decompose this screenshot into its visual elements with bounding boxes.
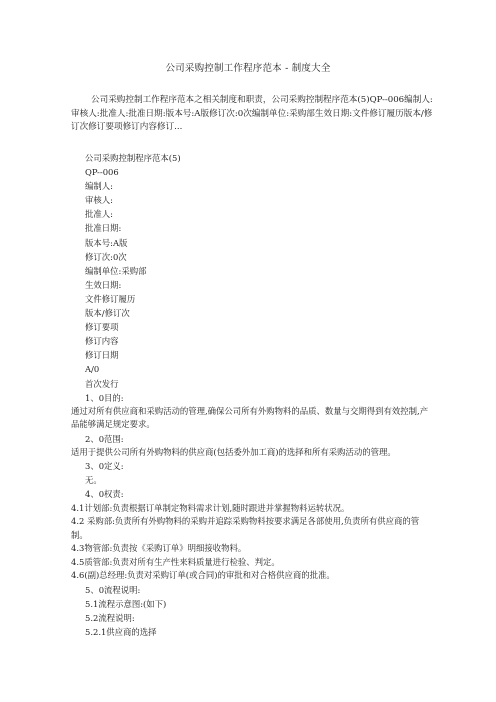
flow-item: 5.1流程示意图:(如下) xyxy=(85,598,167,609)
document-body xyxy=(71,151,445,639)
section-heading-definition: 3、0定义: xyxy=(85,461,124,472)
section-heading-scope: 2、0范围: xyxy=(85,433,124,444)
body-line: 修订日期 xyxy=(85,350,119,361)
scope-paragraph: 适用于提供公司所有外购物料的供应商(包括委外加工商)的选择和所有采购活动的管理。 xyxy=(71,446,396,457)
body-line: 审核人: xyxy=(85,195,113,206)
body-line: 编制人: xyxy=(85,181,113,192)
duty-item: 4.2 采购部:负责所有外购物料的采购并追踪采购物料按要求满足各部使用,负责所有供应商的管制。 xyxy=(71,516,420,540)
section-heading-purpose: 1、0目的: xyxy=(85,392,124,403)
body-line: QP--006 xyxy=(85,167,119,178)
section-heading-flow: 5、0流程说明: xyxy=(85,584,141,595)
duty-item: 4.6(副)总经理:负责对采购订单(或合同)的审批和对合格供应商的批准。 xyxy=(71,570,335,581)
body-line: A/0 xyxy=(85,364,100,375)
flow-item: 5.2流程说明: xyxy=(85,612,135,623)
body-line: 生效日期: xyxy=(85,279,122,290)
purpose-paragraph: 通过对所有供应商和采购活动的管理,确保公司所有外购物料的品质、数量与交期得到有效控制,产品能够满足规定要求。 xyxy=(71,405,429,430)
definition-text: 无。 xyxy=(85,475,102,486)
document-title: 公司采购控制工作程序范本 - 制度大全 xyxy=(165,63,331,74)
duty-item: 4.3物管部:负责按《采购订单》明细接收物料。 xyxy=(71,543,247,554)
section-heading-duties: 4、0权责: xyxy=(85,489,124,500)
duty-item: 4.1计划部:负责根据订单制定物料需求计划,随时跟进并掌握物料运转状况。 xyxy=(71,502,350,513)
body-line: 版本/修订次 xyxy=(85,308,130,319)
flow-item: 5.2.1供应商的选择 xyxy=(85,626,157,637)
duty-item: 4.5质管部:负责对所有生产性来料质量进行检验、判定。 xyxy=(71,556,280,567)
body-line: 编制单位:采购部 xyxy=(85,265,147,276)
body-line: 文件修订履历 xyxy=(85,293,136,304)
body-line: 版本号:A版 xyxy=(85,237,128,248)
body-line: 首次发行 xyxy=(85,378,119,389)
body-line: 修订要项 xyxy=(85,322,119,333)
body-line: 批准人: xyxy=(85,209,113,220)
body-line: 批准日期: xyxy=(85,223,122,234)
document-summary: 公司采购控制工作程序范本之相关制度和职责，公司采购控制程序范本(5)QP--006编制人:审核人:批准人:批准日期:版本号:A版修订次:0次编制单位:采购部生效日期:文件修订履历版本/修订次修订要项修订内容修订... xyxy=(71,95,433,132)
body-line: 修订内容 xyxy=(85,336,119,347)
body-line: 修订次:0次 xyxy=(85,251,127,262)
body-line: 公司采购控制程序范本(5) xyxy=(85,153,181,163)
